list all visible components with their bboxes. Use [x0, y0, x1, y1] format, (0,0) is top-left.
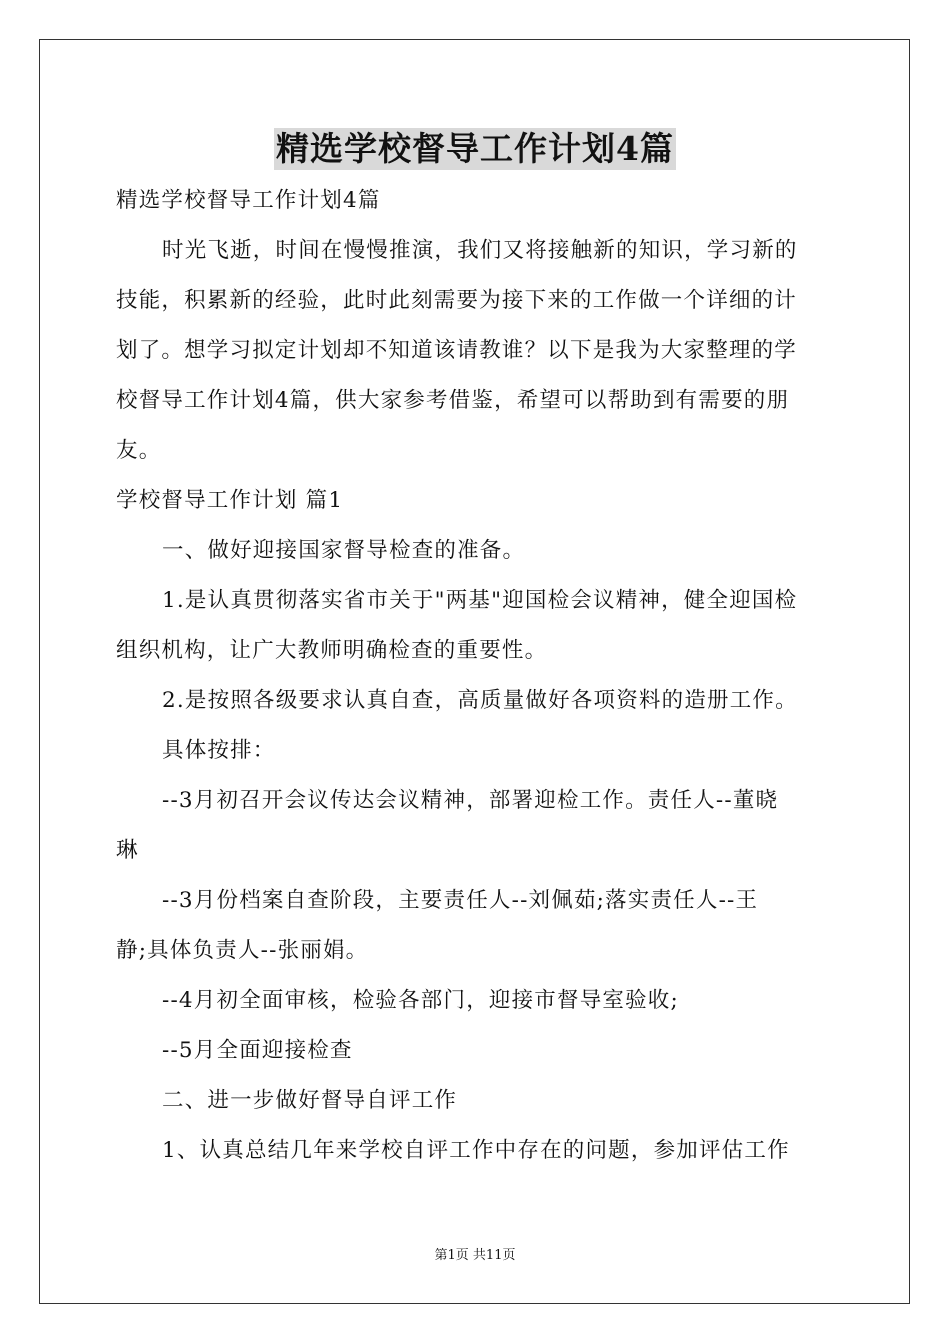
paragraph-line: 划了。想学习拟定计划却不知道该请教谁？以下是我为大家整理的学: [116, 338, 798, 363]
paragraph-line: --3月份档案自查阶段，主要责任人--刘佩茹;落实责任人--王: [162, 888, 759, 913]
paragraph-line: 一、做好迎接国家督导检查的准备。: [162, 538, 526, 563]
section-heading: 学校督导工作计划 篇1: [116, 488, 344, 513]
title-wrap: [0, 128, 950, 170]
paragraph-line: 具体按排：: [162, 738, 276, 763]
paragraph-line: 1.是认真贯彻落实省市关于"两基"迎国检会议精神，健全迎国检: [162, 588, 798, 613]
paragraph-line: 时光飞逝，时间在慢慢推演，我们又将接触新的知识，学习新的: [162, 238, 798, 263]
paragraph-line: 1、认真总结几年来学校自评工作中存在的问题，参加评估工作: [162, 1138, 790, 1163]
paragraph-line: 组织机构，让广大教师明确检查的重要性。: [116, 638, 548, 663]
document-title: 精选学校督导工作计划4篇: [276, 129, 674, 168]
paragraph-line: --4月初全面审核，检验各部门，迎接市督导室验收;: [162, 988, 679, 1013]
subtitle-line: 精选学校督导工作计划4篇: [116, 188, 381, 213]
paragraph-line: --3月初召开会议传达会议精神，部署迎检工作。责任人--董晓: [162, 788, 779, 813]
paragraph-line: 静;具体负责人--张丽娟。: [116, 938, 369, 963]
paragraph-line: --5月全面迎接检查: [162, 1038, 353, 1063]
paragraph-line: 校督导工作计划4篇，供大家参考借鉴，希望可以帮助到有需要的朋: [116, 388, 790, 413]
paragraph-line: 琳: [116, 838, 139, 863]
paragraph-line: 友。: [116, 438, 162, 463]
paragraph-line: 技能，积累新的经验，此时此刻需要为接下来的工作做一个详细的计: [116, 288, 798, 313]
paragraph-line: 二、进一步做好督导自评工作: [162, 1088, 458, 1113]
document-body: [116, 176, 836, 1176]
paragraph-line: 2.是按照各级要求认真自查，高质量做好各项资料的造册工作。: [162, 688, 798, 713]
page-footer: 第1页 共11页: [434, 1248, 516, 1263]
